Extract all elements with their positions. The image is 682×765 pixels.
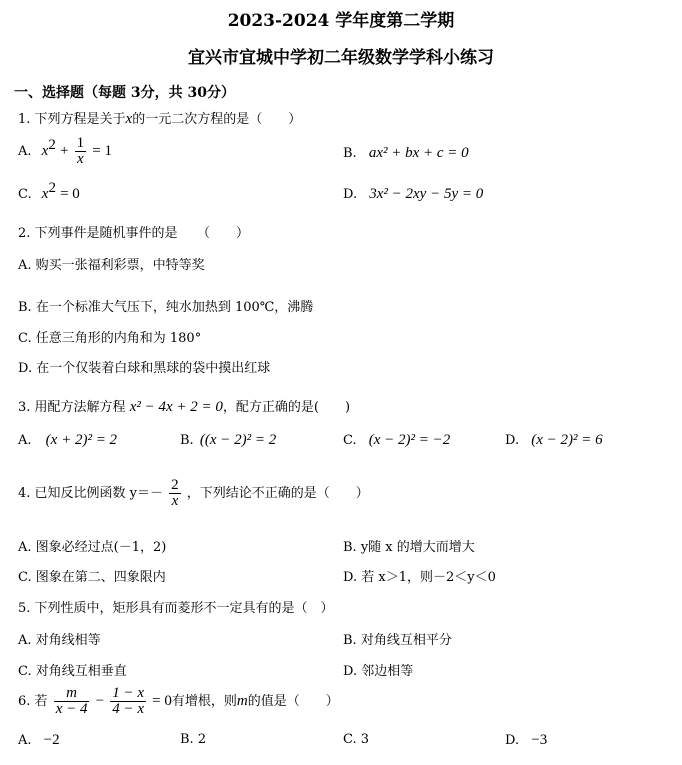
q1-c-rhs: = 0 xyxy=(60,186,80,202)
q1-option-c xyxy=(18,180,80,203)
section-heading: 一、选择题（每题 3分，共 30分） xyxy=(14,85,235,101)
q6-f1-den: x − 4 xyxy=(55,701,88,717)
q6-stem-pre: 6. 若 xyxy=(18,694,48,709)
q4-fraction xyxy=(169,478,181,509)
q4-option-b: B. y随 x 的增大而增大 xyxy=(343,540,475,555)
q1-a-rhs: = 1 xyxy=(92,143,112,159)
q6-f1-num: m xyxy=(54,686,90,702)
q1-stem-post: 的一元二次方程的是（ ） xyxy=(132,112,302,127)
q6-minus: − xyxy=(95,693,105,709)
q1-a-exp: 2 xyxy=(48,137,56,153)
q6-a-label: A. xyxy=(18,733,32,748)
q5-option-a: A. 对角线相等 xyxy=(18,633,101,648)
q6-stem-post: 的值是（ ） xyxy=(247,694,339,709)
q1-c-x: x xyxy=(41,186,49,202)
q6-d-value: −3 xyxy=(531,732,548,748)
q6-option-a xyxy=(18,732,60,749)
q6-option-c: C. 3 xyxy=(343,732,370,747)
question-1-stem xyxy=(18,108,301,128)
q1-stem-pre: 1. 下列方程是关于 xyxy=(18,112,126,127)
q6-d-label: D. xyxy=(505,733,520,748)
q1-b-math: ax² + bx + c = 0 xyxy=(368,145,469,161)
q5-option-b: B. 对角线互相平分 xyxy=(343,633,452,648)
q1-var: x xyxy=(125,111,133,127)
q3-c-math: (x − 2)² = −2 xyxy=(368,432,451,448)
q4-option-d: D. 若 x＞1，则－2＜y＜0 xyxy=(343,570,496,585)
q6-fraction-2 xyxy=(110,686,146,717)
q3-option-b xyxy=(180,432,276,449)
question-3-stem xyxy=(18,396,350,416)
q1-a-num: 1 xyxy=(76,135,85,151)
q1-b-label: B. xyxy=(343,146,357,161)
q3-option-a xyxy=(18,432,117,449)
q3-b-math: ((x − 2)² = 2 xyxy=(199,432,277,448)
q1-d-label: D. xyxy=(343,187,358,202)
q5-option-c: C. 对角线互相垂直 xyxy=(18,664,127,679)
q1-c-label: C. xyxy=(18,187,32,202)
q3-option-c xyxy=(343,432,450,449)
q3-c-label: C. xyxy=(343,433,357,448)
q1-option-a xyxy=(18,136,112,167)
q1-a-x: x xyxy=(41,143,49,159)
q6-f2-num: 1 − x xyxy=(112,685,144,701)
q3-a-label: A. xyxy=(18,433,32,448)
q6-var: m xyxy=(236,693,248,709)
q2-option-a: A. 购买一张福利彩票，中特等奖 xyxy=(18,258,205,273)
q1-a-den: x xyxy=(77,151,84,167)
doc-title-term: 2023-2024 学年度第二学期 xyxy=(227,11,455,31)
q6-fraction-1 xyxy=(54,686,90,717)
q1-a-label: A. xyxy=(18,144,32,159)
q5-option-d: D. 邻边相等 xyxy=(343,664,414,679)
q6-option-b: B. 2 xyxy=(180,732,207,747)
q1-option-b xyxy=(343,145,469,162)
q3-equation: x² − 4x + 2 = 0 xyxy=(129,399,223,415)
q6-stem-mid: 有增根，则 xyxy=(171,694,237,709)
doc-title-school: 宜兴市宜城中学初二年级数学学科小练习 xyxy=(188,48,494,68)
q6-f2-den: 4 − x xyxy=(112,701,144,717)
question-6-stem xyxy=(18,686,339,717)
q3-d-math: (x − 2)² = 6 xyxy=(531,432,603,448)
q4-stem-pre: 4. 已知反比例函数 y＝－ xyxy=(18,486,164,501)
q4-option-c: C. 图象在第二、四象限内 xyxy=(18,570,166,585)
q1-a-fraction xyxy=(75,136,87,167)
q6-option-d xyxy=(505,732,547,749)
q4-stem-post: ，下列结论不正确的是（ ） xyxy=(186,486,369,501)
q3-option-d xyxy=(505,432,603,449)
q4-num: 2 xyxy=(171,477,179,493)
question-2-stem: 2. 下列事件是随机事件的是 （ ） xyxy=(18,226,250,241)
q4-den: x xyxy=(171,493,179,509)
q3-stem-pre: 3. 用配方法解方程 xyxy=(18,400,126,415)
q3-stem-post: ，配方正确的是( ) xyxy=(222,400,351,415)
q3-d-label: D. xyxy=(505,433,520,448)
q6-a-value: −2 xyxy=(43,732,60,748)
question-4-stem xyxy=(18,478,369,509)
q6-eq: = 0 xyxy=(152,693,172,709)
q2-option-b: B. 在一个标准大气压下，纯水加热到 100℃，沸腾 xyxy=(18,300,314,315)
q4-option-a: A. 图象必经过点(－1，2) xyxy=(18,540,167,555)
q1-c-exp: 2 xyxy=(48,180,56,196)
q1-d-math: 3x² − 2xy − 5y = 0 xyxy=(369,186,484,202)
q1-option-d xyxy=(343,186,483,203)
q1-a-plus: + xyxy=(59,143,69,159)
q2-option-c: C. 任意三角形的内角和为 180° xyxy=(18,331,202,346)
q3-b-label: B. xyxy=(180,433,194,448)
q3-a-math: (x + 2)² = 2 xyxy=(45,432,118,448)
q2-option-d: D. 在一个仅装着白球和黑球的袋中摸出红球 xyxy=(18,361,271,376)
question-5-stem: 5. 下列性质中，矩形具有而菱形不一定具有的是（ ） xyxy=(18,601,334,616)
